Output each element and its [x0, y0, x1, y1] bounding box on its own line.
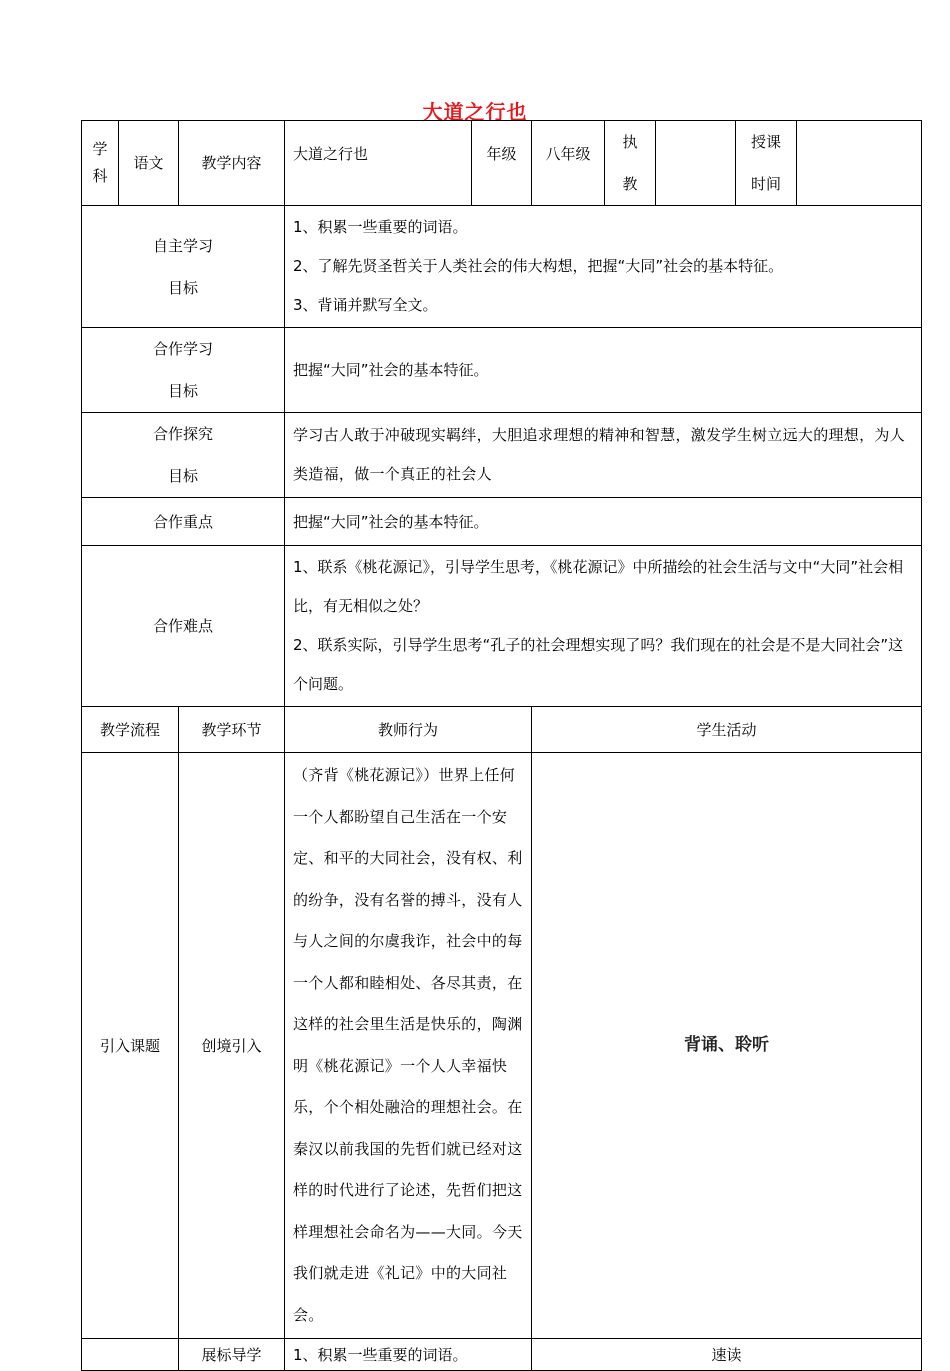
document-title: 大道之行也 [422, 100, 528, 124]
flow-row-goals [82, 1339, 922, 1371]
flow-stage: 引入课题 [82, 753, 179, 1339]
coop-study-label-cell [82, 328, 285, 413]
subject-label: 学科 [92, 140, 108, 185]
explore-row [82, 413, 922, 498]
subject-label-cell [82, 121, 119, 206]
difficulty-item: 1、联系《桃花源记》，引导学生思考，《桃花源记》中所描绘的社会生活与文中“大同”社会相比，有无相似之处？ [293, 558, 904, 615]
time-label: 授课时间 [750, 133, 781, 193]
flow-header-step: 教学环节 [179, 707, 285, 753]
header-row [82, 121, 922, 206]
content-label: 教学内容 [179, 121, 285, 206]
flow-header-stage: 教学流程 [82, 707, 179, 753]
content-value: 大道之行也 [285, 121, 472, 206]
key-point-row [82, 498, 922, 546]
flow-row-intro [82, 753, 922, 1339]
coop-study-row [82, 328, 922, 413]
difficulty-row [82, 546, 922, 707]
self-goal-item: 3、背诵并默写全文。 [293, 296, 438, 314]
difficulty-label: 合作难点 [82, 546, 285, 707]
flow-step: 创境引入 [179, 753, 285, 1339]
difficulty-item: 2、联系实际，引导学生思考“孔子的社会理想实现了吗？我们现在的社会是不是大同社会”这个问题。 [293, 636, 904, 693]
flow-student-activity: 背诵、聆听 [532, 753, 922, 1339]
explore-goal: 学习古人敢于冲破现实羁绊，大胆追求理想的精神和智慧，激发学生树立远大的理想，为人类造福，做一个真正的社会人 [285, 413, 922, 498]
flow-header-teacher: 教师行为 [285, 707, 532, 753]
flow-stage [82, 1339, 179, 1371]
grade-value: 八年级 [532, 121, 605, 206]
self-study-goals [285, 206, 922, 328]
self-goal-item: 1、积累一些重要的词语。 [293, 218, 468, 236]
self-study-row [82, 206, 922, 328]
exec-label: 执教 [622, 133, 638, 193]
self-goal-item: 2、了解先贤圣哲关于人类社会的伟大构想，把握“大同”社会的基本特征。 [293, 257, 784, 275]
key-point-text: 把握“大同”社会的基本特征。 [285, 498, 922, 546]
flow-teacher-action: 1、积累一些重要的词语。 [285, 1339, 532, 1371]
self-study-label: 自主学习目标 [152, 236, 213, 297]
coop-study-label: 合作学习目标 [152, 340, 213, 400]
flow-teacher-action: （齐背《桃花源记》）世界上任何一个人都盼望自己生活在一个安定、和平的大同社会，没有权、利的纷争，没有名誉的搏斗，没有人与人之间的尔虞我诈，社会中的每一个人都和睦相处、各尽其责，在这样的社会里生活是快乐的，陶渊明《桃花源记》一个人人幸福快乐，个个相处融洽的理想社会。在秦汉以前我国的先哲们就已经对这样的时代进行了论述，先哲们把这样理想社会命名为——大同。今天我们就走进《礼记》中的大同社会。 [285, 753, 532, 1339]
flow-student-activity: 速读 [532, 1339, 922, 1371]
flow-step: 展标导学 [179, 1339, 285, 1371]
time-label-cell [736, 121, 797, 206]
key-point-label: 合作重点 [82, 498, 285, 546]
flow-header-row [82, 707, 922, 753]
coop-study-goal: 把握“大同”社会的基本特征。 [285, 328, 922, 413]
self-study-label-cell [82, 206, 285, 328]
explore-label: 合作探究目标 [152, 425, 213, 485]
difficulty-items [285, 546, 922, 707]
exec-label-cell [605, 121, 656, 206]
exec-value [656, 121, 736, 206]
flow-header-student: 学生活动 [532, 707, 922, 753]
time-value [797, 121, 922, 206]
subject-value: 语文 [119, 121, 179, 206]
lesson-plan-table [81, 120, 922, 1371]
grade-label: 年级 [472, 121, 532, 206]
explore-label-cell [82, 413, 285, 498]
